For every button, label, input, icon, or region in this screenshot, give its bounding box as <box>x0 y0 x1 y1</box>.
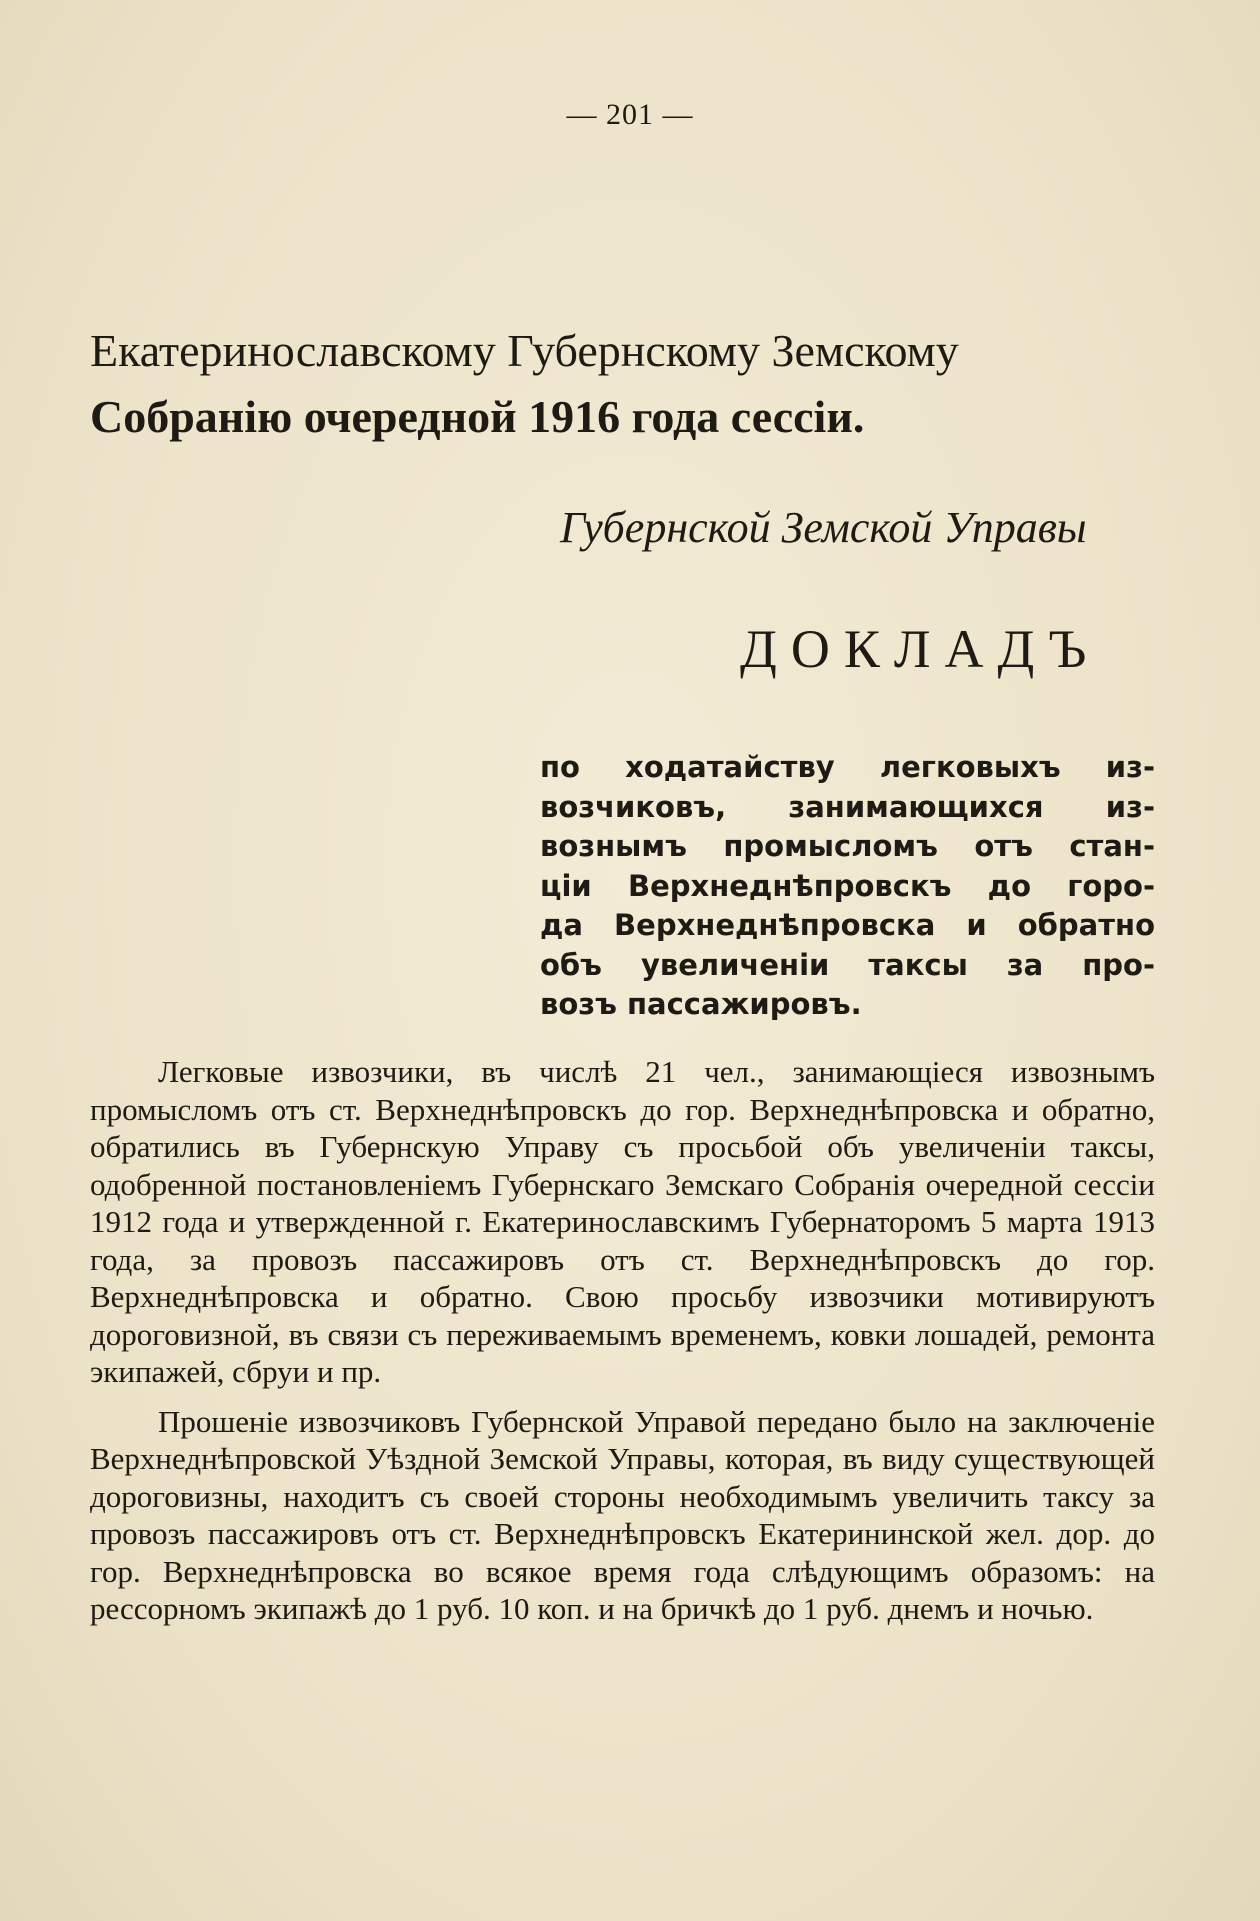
body-text <box>90 1053 1155 1640</box>
addressee-line-1: Екатеринославскому Губернскому Земскому <box>90 325 959 376</box>
report-subject <box>540 748 1155 1025</box>
subject-line: вознымъ промысломъ отъ стан- <box>540 829 1155 863</box>
addressee-line-2: Собранію очередной 1916 года сессіи. <box>90 391 865 442</box>
subject-line: возъ пассажировъ. <box>540 987 862 1021</box>
subject-line: да Верхнеднѣпровска и обратно <box>540 908 1155 942</box>
issuer-line: Губернской Земской Управы <box>560 503 1087 552</box>
addressee-block <box>90 318 1160 450</box>
paragraph: Прошеніе извозчиковъ Губернской Управой передано было на заключеніе Верхнеднѣпровской Уѣздной Земской Управы, которая, въ виду существующей дороговизны, находитъ съ своей стороны необходимымъ увеличить таксу за провозъ пассажировъ отъ ст. Верхнеднѣпровскъ Екатерининской жел. дор. до гор. Верхнеднѣпровска во всякое время года слѣдующимъ образомъ: на рессорномъ экипажѣ до 1 руб. 10 коп. и на бричкѣ до 1 руб. днемъ и ночью. <box>90 1403 1155 1626</box>
subject-line: возчиковъ, занимающихся из- <box>540 789 1155 824</box>
subject-line: объ увеличеніи таксы за про- <box>540 947 1155 982</box>
subject-line: по ходатайству легковыхъ из- <box>540 750 1155 784</box>
page-number: — 201 — <box>566 98 694 131</box>
document-heading: ДОКЛАДЪ <box>740 619 1101 679</box>
paragraph: Легковые извозчики, въ числѣ 21 чел., занимающіеся извознымъ промысломъ отъ ст. Верхнеднѣпровскъ до гор. Верхнеднѣпровска и обратно, обратились въ Губернскую Управу съ просьбой объ увеличеніи таксы, одобренной постановленіемъ Губернскаго Земскаго Собранія очередной сессіи 1912 года и утвержденной г. Екатеринославскимъ Губернаторомъ 5 марта 1913 года, за провозъ пассажировъ отъ ст. Верхнеднѣпровскъ до гор. Верхнеднѣпровска и обратно. Свою просьбу извозчики мотивируютъ дороговизной, въ связи съ переживаемымъ временемъ, ковки лошадей, ремонта экипажей, сбруи и пр. <box>90 1054 1155 1389</box>
subject-line: ціи Верхнеднѣпровскъ до горо- <box>540 868 1155 903</box>
